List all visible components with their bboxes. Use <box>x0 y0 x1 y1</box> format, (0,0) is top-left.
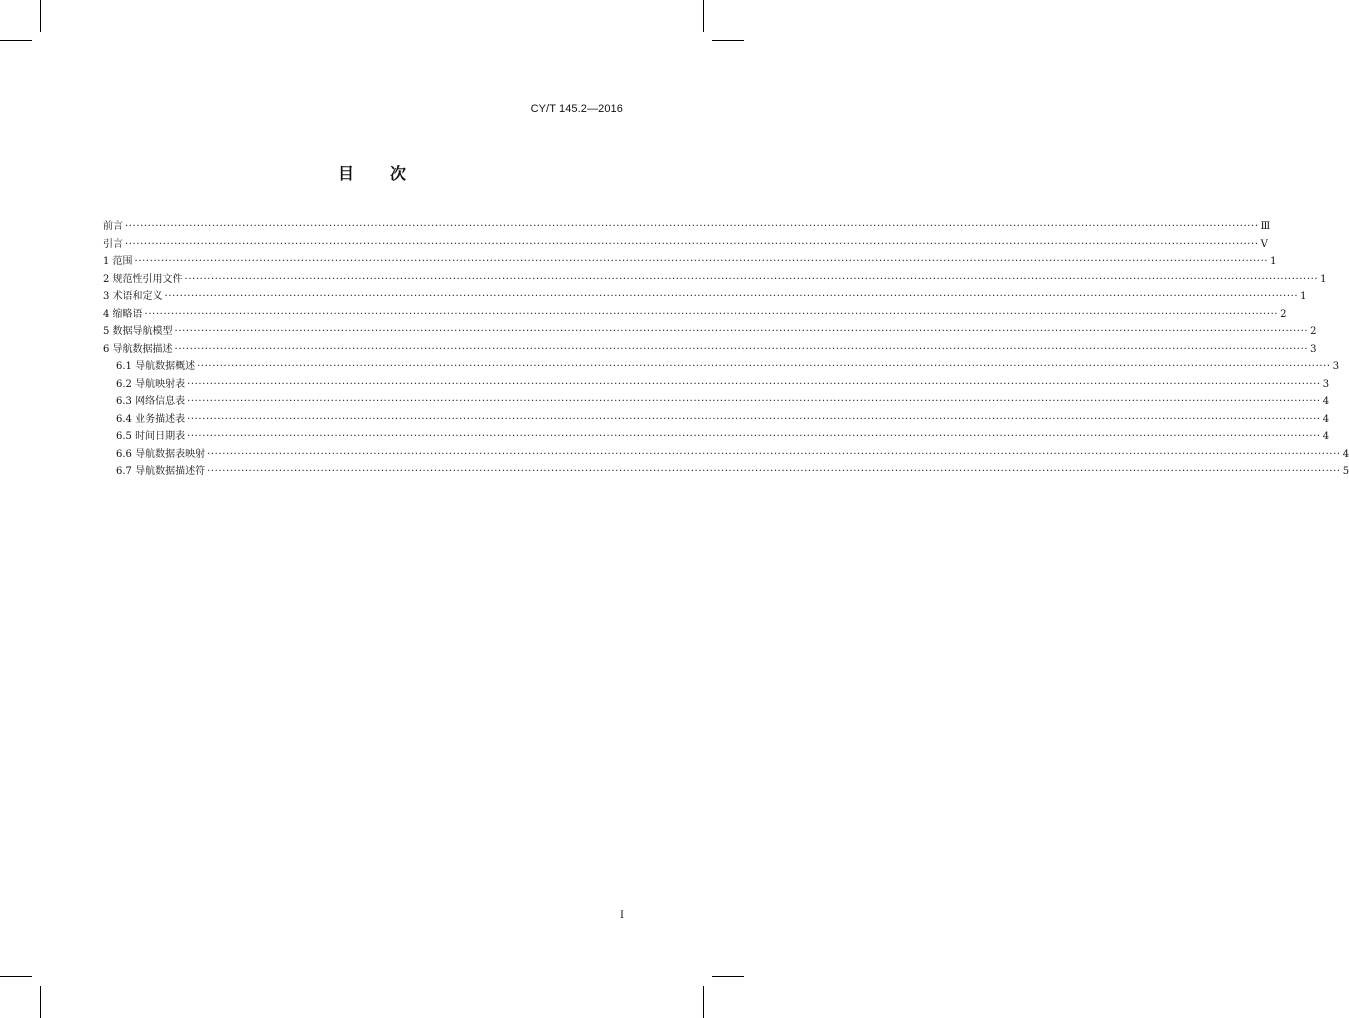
toc-leader-dots: ············································································································································································································································································································ <box>174 343 1309 355</box>
toc-entry[interactable] <box>103 236 1268 254</box>
toc-entry-label: 4 缩略语 <box>103 308 143 320</box>
toc-entry-page: Ⅴ <box>1260 238 1268 250</box>
toc-entry-page: 4 <box>1342 448 1349 460</box>
toc-entry-label: 1 范围 <box>103 256 133 267</box>
toc-entry-label: 6.2 导航映射表 <box>116 378 186 390</box>
toc-entry-label: 6.6 导航数据表映射 <box>116 448 206 460</box>
toc-leader-dots: ············································································································································································································································································································ <box>134 256 1269 267</box>
toc-entry-label: 前言 <box>103 221 123 232</box>
standard-code: CY/T 145.2—2016 <box>530 103 623 115</box>
toc-entry[interactable] <box>103 271 1327 289</box>
crop-mark-top-right-vertical <box>703 0 704 32</box>
toc-entry[interactable] <box>103 253 1277 271</box>
toc-leader-dots: ············································································································································································································································································································ <box>144 308 1279 320</box>
toc-leader-dots: ············································································································································································································································································································ <box>197 361 1331 372</box>
toc-entry[interactable] <box>103 411 1330 429</box>
toc-entry-page: 1 <box>1270 256 1277 267</box>
toc-entry[interactable] <box>103 288 1307 306</box>
toc-entry-page: 2 <box>1280 308 1287 320</box>
toc-entry-label: 6.3 网络信息表 <box>116 396 186 407</box>
toc-entry-page: 4 <box>1322 413 1330 425</box>
toc-entry[interactable] <box>103 446 1349 464</box>
crop-mark-top-left-vertical <box>40 0 41 32</box>
toc-entry-label: 6.4 业务描述表 <box>116 413 186 425</box>
toc-entry[interactable] <box>103 218 1271 236</box>
toc-entry-page: 5 <box>1342 466 1349 477</box>
toc-entry-label: 6 导航数据描述 <box>103 343 173 355</box>
toc-leader-dots: ············································································································································································································································································································ <box>125 238 1259 250</box>
toc-entry-label: 引言 <box>103 238 123 250</box>
table-of-contents <box>103 218 1349 481</box>
toc-entry[interactable] <box>103 463 1349 481</box>
toc-entry-label: 6.7 导航数据描述符 <box>116 466 206 477</box>
toc-leader-dots: ············································································································································································································································································································ <box>187 396 1321 407</box>
toc-entry[interactable] <box>103 428 1330 446</box>
crop-mark-bottom-left-vertical <box>40 986 41 1018</box>
crop-mark-bottom-right-vertical <box>703 986 704 1018</box>
toc-entry-label: 2 规范性引用文件 <box>103 273 183 285</box>
toc-leader-dots: ············································································································································································································································································································ <box>184 273 1319 285</box>
toc-entry[interactable] <box>103 393 1330 411</box>
toc-entry-page: 3 <box>1310 343 1317 355</box>
toc-entry[interactable] <box>103 376 1330 394</box>
toc-entry-page: 3 <box>1332 361 1340 372</box>
toc-leader-dots: ············································································································································································································································································································ <box>125 221 1259 232</box>
toc-leader-dots: ············································································································································································································································································································ <box>187 431 1321 442</box>
toc-entry-label: 5 数据导航模型 <box>103 326 173 337</box>
toc-entry-page: 2 <box>1310 326 1317 337</box>
crop-mark-top-left-horizontal <box>0 40 32 41</box>
toc-leader-dots: ············································································································································································································································································································ <box>207 466 1341 477</box>
toc-leader-dots: ············································································································································································································································································································ <box>174 326 1309 337</box>
toc-entry-page: 4 <box>1322 431 1330 442</box>
toc-title-char-1: 目 <box>337 164 354 183</box>
crop-mark-bottom-left-horizontal <box>0 976 32 977</box>
toc-entry-label: 6.5 时间日期表 <box>116 431 186 442</box>
toc-entry-page: 4 <box>1322 396 1330 407</box>
toc-entry[interactable] <box>103 323 1317 341</box>
toc-entry-page: 1 <box>1320 273 1327 285</box>
toc-title <box>0 161 744 184</box>
toc-entry-page: 3 <box>1322 378 1330 390</box>
crop-mark-bottom-right-horizontal <box>712 976 744 977</box>
toc-entry-page: Ⅲ <box>1260 221 1271 232</box>
toc-leader-dots: ············································································································································································································································································································ <box>187 413 1321 425</box>
toc-entry[interactable] <box>103 341 1317 359</box>
crop-mark-top-right-horizontal <box>712 40 744 41</box>
toc-leader-dots: ············································································································································································································································································································ <box>187 378 1321 390</box>
toc-leader-dots: ············································································································································································································································································································ <box>164 291 1299 302</box>
toc-leader-dots: ············································································································································································································································································································ <box>207 448 1341 460</box>
toc-entry-label: 3 术语和定义 <box>103 291 163 302</box>
toc-entry[interactable] <box>103 306 1287 324</box>
page-number: I <box>620 910 624 921</box>
toc-title-char-2: 次 <box>390 164 407 183</box>
toc-entry-label: 6.1 导航数据概述 <box>116 361 196 372</box>
toc-entry-page: 1 <box>1300 291 1307 302</box>
toc-entry[interactable] <box>103 358 1340 376</box>
